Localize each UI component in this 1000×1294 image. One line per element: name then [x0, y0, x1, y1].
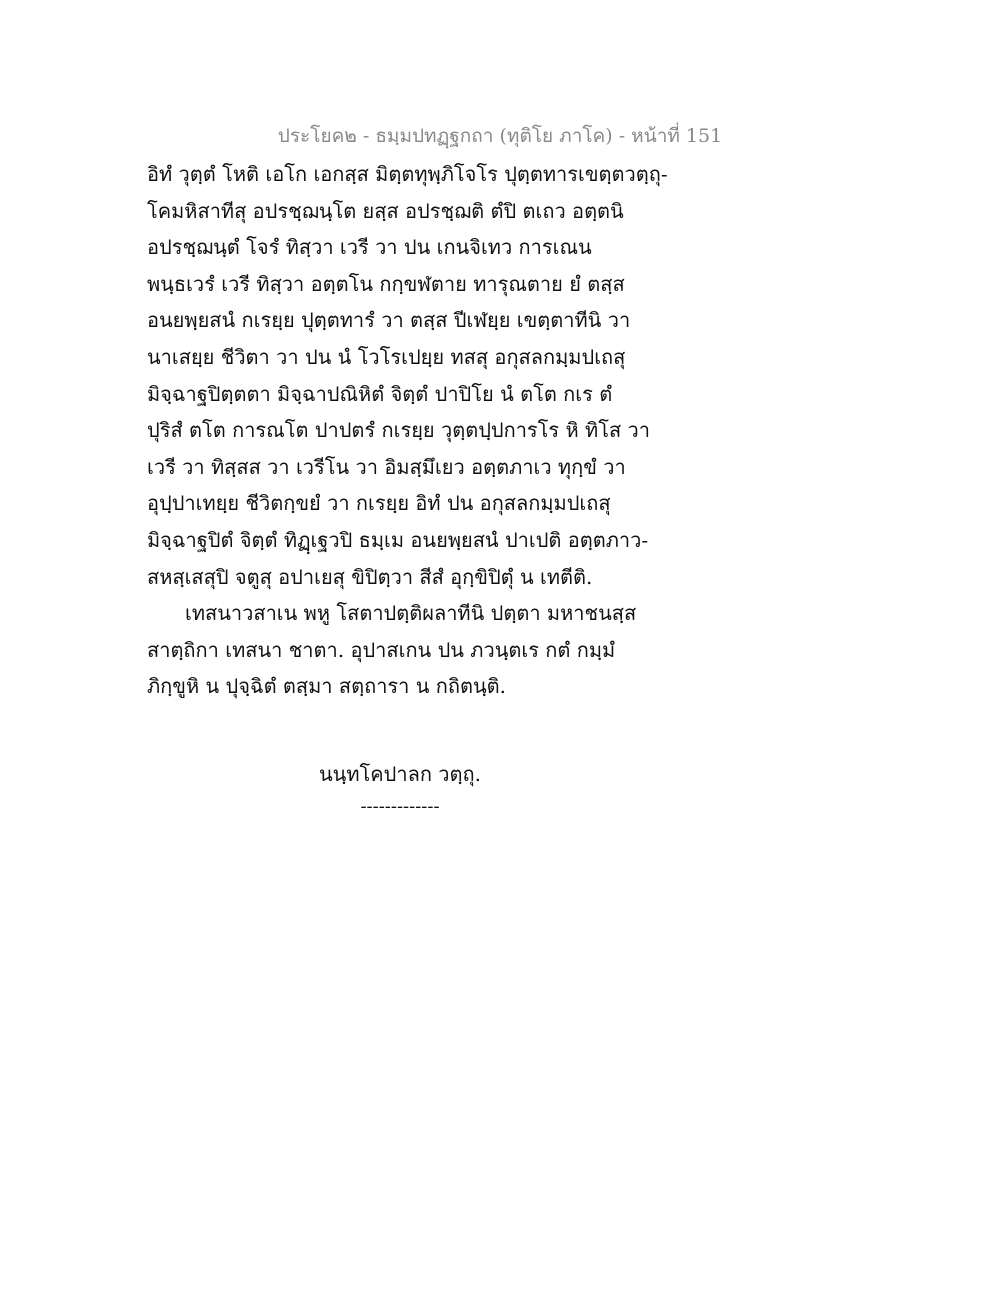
text-line: พนฺธเวรํ เวรี ทิสฺวา อตฺตโน กกฺขฬตาย ทารุณตาย ยํ ตสฺส: [147, 271, 625, 296]
text-line: นาเสยฺย ชีวิตา วา ปน นํ โวโรเปยฺย ทสสุ อกุสลกมฺมปเถสุ: [147, 344, 626, 369]
text-line: โคมหิสาทีสุ อปรชฺฌนฺโต ยสฺส อปรชฺฌติ ตํปิ ตเถว อตฺตนิ: [147, 198, 624, 223]
text-line: มิจฺฉาฐปิตํ จิตฺตํ ทิฏฺเฐวปิ ธมฺเม อนยพฺยสนํ ปาเปติ อตฺตภาว-: [147, 527, 649, 552]
story-title: นนฺทโคปาลก วตฺถุ.: [319, 762, 481, 786]
text-line: สหสฺเสสุปิ จตูสุ อปาเยสุ ขิปิตฺวา สีสํ อุกฺขิปิตุํ น เทตีติ.: [147, 564, 593, 589]
text-line: อปรชฺฌนฺตํ โจรํ ทิสฺวา เวรี วา ปน เกนจิเทว การเณน: [147, 235, 592, 260]
text-line: อนยพฺยสนํ กเรยฺย ปุตฺตทารํ วา ตสฺส ปีเฬยฺย เขตฺตาทีนิ วา: [147, 308, 631, 333]
end-divider: -------------: [360, 796, 440, 817]
text-line: สาตฺถิกา เทสนา ชาตา. อุปาสเกน ปน ภวนฺตเร กตํ กมฺมํ: [147, 637, 616, 662]
text-line: ภิกฺขูหิ น ปุจฺฉิตํ ตสฺมา สตฺถารา น กถิตนฺติ.: [147, 674, 507, 699]
text-line: เวรี วา ทิสฺสส วา เวรีโน วา อิมสฺมึเยว อตฺตภาเว ทุกฺขํ วา: [147, 454, 626, 479]
text-line: อุปฺปาเทยฺย ชีวิตกฺขยํ วา กเรยฺย อิทํ ปน อกุสลกมฺมปเถสุ: [147, 491, 611, 516]
text-line: ปุริสํ ตโต การณโต ปาปตรํ กเรยฺย วุตฺตปฺปการโร หิ ทิโส วา: [147, 418, 651, 443]
text-line: อิทํ วุตฺตํ โหติ เอโก เอกสฺส มิตฺตทุพฺภิโจโร ปุตฺตทารเขตฺตวตฺถุ-: [147, 162, 668, 186]
body-text: [147, 156, 667, 705]
running-header: ประโยค๒ - ธมฺมปทฏฺฐกถา (ทุติโย ภาโค) - หน้าที่ 151: [277, 125, 723, 147]
paragraph-first-line: เทสนาวสาเน พหู โสตาปตฺติผลาทีนิ ปตฺตา มหาชนสฺส: [185, 601, 637, 626]
text-line: มิจฺฉาฐปิตฺตตา มิจฺฉาปณิหิตํ จิตฺตํ ปาปิโย นํ ตโต กเร ตํ: [147, 381, 613, 406]
